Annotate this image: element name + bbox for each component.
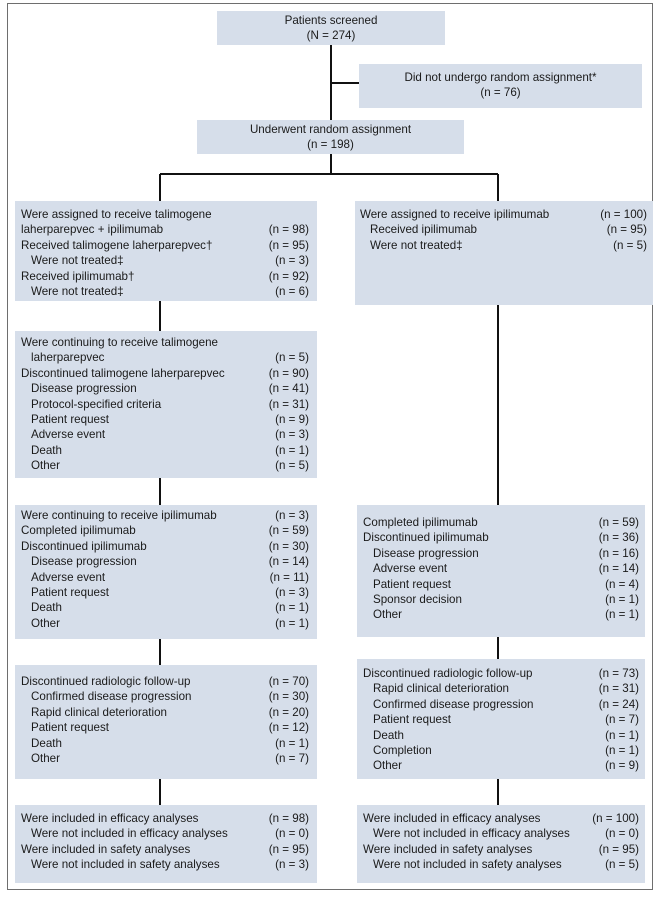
row-count: (n = 92): [268, 269, 309, 283]
flow-row: [21, 811, 309, 826]
left-ipi-status-box: [15, 505, 317, 639]
row-label: Were not included in efficacy analyses: [373, 827, 570, 841]
randomized-box: [197, 120, 464, 154]
row-label: Completed ipilimumab: [21, 524, 136, 538]
row-count: (n = 1): [275, 616, 309, 630]
row-count: (n = 100): [600, 208, 647, 221]
row-label: Received ipilimumab: [370, 223, 477, 237]
row-label: Completion: [373, 743, 432, 757]
screened-label: Patients screened: [284, 14, 378, 27]
row-count: (n = 3): [275, 585, 309, 599]
row-count: (n = 90): [268, 366, 309, 380]
row-count: (n = 5): [275, 459, 309, 473]
row-label: Rapid clinical deterioration: [373, 682, 509, 696]
row-label: Received ipilimumab†: [21, 269, 135, 283]
flow-row: [21, 222, 309, 237]
flow-row: [21, 539, 309, 554]
excluded-box: [359, 64, 642, 108]
row-label: Disease progression: [31, 555, 137, 569]
row-count: (n = 36): [598, 531, 639, 545]
row-count: (n = 1): [275, 601, 309, 615]
row-label: Patient request: [373, 577, 451, 591]
flow-row: [363, 681, 639, 696]
row-label: Were included in safety analyses: [363, 842, 533, 856]
flow-row: [21, 207, 309, 222]
row-label: Were included in efficacy analyses: [21, 812, 199, 825]
flow-row: [21, 443, 309, 458]
left-tvec-status-list: [21, 335, 309, 474]
flow-row: [363, 826, 639, 841]
flow-row: [21, 857, 309, 872]
row-count: (n = 1): [605, 743, 639, 757]
row-label: Death: [373, 728, 404, 742]
row-count: (n = 41): [268, 382, 309, 396]
row-label: Were not included in efficacy analyses: [31, 827, 228, 841]
row-label: laherparepvec + ipilimumab: [21, 223, 164, 237]
flow-row: [363, 857, 639, 872]
flow-row: [21, 508, 309, 523]
right-followup-box: [357, 659, 645, 779]
row-count: (n = 98): [268, 812, 309, 825]
row-count: (n = 70): [268, 675, 309, 688]
row-label: Were included in efficacy analyses: [363, 812, 541, 825]
row-count: (n = 3): [275, 509, 309, 522]
row-label: Disease progression: [31, 382, 137, 396]
row-label: Patient request: [373, 713, 451, 727]
row-label: Were assigned to receive ipilimumab: [360, 208, 550, 221]
row-label: Adverse event: [373, 562, 448, 576]
left-ipi-status-list: [21, 508, 309, 631]
row-label: Received talimogene laherparepvec†: [21, 238, 213, 252]
row-label: Discontinued talimogene laherparepvec: [21, 366, 225, 380]
row-count: (n = 3): [275, 858, 309, 872]
flow-row: [363, 712, 639, 727]
row-label: Confirmed disease progression: [373, 697, 534, 711]
left-assigned-list: [21, 207, 309, 299]
flow-row: [360, 207, 647, 222]
row-count: (n = 7): [275, 751, 309, 765]
flow-row: [21, 269, 309, 284]
flow-row: [21, 253, 309, 268]
row-label: Confirmed disease progression: [31, 690, 192, 704]
flow-row: [363, 607, 639, 622]
row-count: (n = 5): [613, 238, 647, 252]
flow-row: [360, 238, 647, 253]
screened-count: (N = 274): [306, 29, 356, 43]
row-count: (n = 14): [268, 555, 309, 569]
left-analyses-list: [21, 811, 309, 873]
row-count: (n = 12): [268, 721, 309, 735]
row-count: (n = 3): [275, 254, 309, 268]
row-count: (n = 95): [606, 223, 647, 237]
row-label: Death: [31, 443, 62, 457]
flow-row: [363, 530, 639, 545]
row-count: (n = 5): [275, 351, 309, 365]
flow-row: [21, 674, 309, 689]
row-label: Patient request: [31, 412, 109, 426]
row-count: (n = 30): [268, 690, 309, 704]
row-count: (n = 16): [598, 546, 639, 560]
row-label: laherparepvec: [31, 351, 105, 365]
row-label: Completed ipilimumab: [363, 516, 478, 529]
flow-row: [21, 826, 309, 841]
flow-row: [21, 350, 309, 365]
flow-row: [21, 600, 309, 615]
row-label: Were continuing to receive talimogene: [21, 336, 218, 349]
flow-row: [21, 585, 309, 600]
flow-row: [21, 705, 309, 720]
row-count: (n = 100): [592, 812, 639, 825]
flow-row: [363, 515, 639, 530]
row-label: Patient request: [31, 585, 109, 599]
row-count: (n = 98): [268, 223, 309, 237]
right-analyses-list: [363, 811, 639, 873]
excluded-count: (n = 76): [480, 86, 521, 100]
left-tvec-status-box: [15, 331, 317, 478]
flow-row: [363, 842, 639, 857]
row-count: (n = 9): [275, 412, 309, 426]
flow-row: [363, 743, 639, 758]
flow-row: [21, 381, 309, 396]
row-count: (n = 0): [275, 827, 309, 841]
row-count: (n = 9): [605, 759, 639, 773]
row-count: (n = 31): [598, 682, 639, 696]
flow-row: [21, 751, 309, 766]
row-label: Death: [31, 736, 62, 750]
flow-row: [363, 697, 639, 712]
flow-row: [21, 842, 309, 857]
row-label: Disease progression: [373, 546, 479, 560]
row-count: (n = 1): [275, 736, 309, 750]
flow-row: [21, 554, 309, 569]
flow-row: [363, 561, 639, 576]
row-count: (n = 6): [275, 284, 309, 298]
randomized-label: Underwent random assignment: [249, 123, 412, 136]
row-count: (n = 31): [268, 397, 309, 411]
row-count: (n = 95): [268, 842, 309, 856]
row-count: (n = 7): [605, 713, 639, 727]
row-label: Were not included in safety analyses: [31, 858, 220, 872]
flow-row: [363, 811, 639, 826]
row-count: (n = 11): [269, 570, 309, 584]
flow-row: [21, 366, 309, 381]
flow-row: [363, 728, 639, 743]
row-label: Were assigned to receive talimogene: [21, 208, 212, 221]
right-assigned-box: [355, 201, 653, 305]
row-count: (n = 14): [598, 562, 639, 576]
flow-row: [21, 458, 309, 473]
row-count: (n = 59): [598, 516, 639, 529]
row-count: (n = 1): [605, 592, 639, 606]
row-count: (n = 1): [605, 608, 639, 622]
flow-row: [363, 666, 639, 681]
row-label: Sponsor decision: [373, 592, 462, 606]
row-label: Were continuing to receive ipilimumab: [21, 509, 217, 522]
row-label: Discontinued ipilimumab: [21, 539, 147, 553]
flow-row: [21, 570, 309, 585]
row-label: Discontinued radiologic follow-up: [363, 667, 533, 680]
row-count: (n = 95): [268, 238, 309, 252]
row-count: (n = 59): [268, 524, 309, 538]
left-analyses-box: [15, 805, 317, 883]
left-assigned-box: [15, 201, 317, 301]
row-label: Adverse event: [31, 428, 106, 442]
right-analyses-box: [357, 805, 645, 883]
row-count: (n = 0): [605, 827, 639, 841]
left-followup-list: [21, 674, 309, 766]
flow-row: [21, 335, 309, 350]
row-label: Rapid clinical deterioration: [31, 705, 167, 719]
patients-screened-box: [217, 11, 445, 45]
row-label: Were included in safety analyses: [21, 842, 191, 856]
flow-row: [363, 758, 639, 773]
flow-row: [21, 238, 309, 253]
row-label: Death: [31, 601, 62, 615]
right-assigned-list: [360, 207, 647, 253]
flow-row: [21, 720, 309, 735]
row-label: Were not treated‡: [31, 284, 124, 298]
row-count: (n = 3): [275, 428, 309, 442]
row-label: Adverse event: [31, 570, 106, 584]
row-label: Protocol-specified criteria: [31, 397, 162, 411]
row-label: Were not included in safety analyses: [373, 858, 562, 872]
row-label: Other: [31, 459, 60, 473]
row-count: (n = 73): [598, 667, 639, 680]
flow-row: [21, 397, 309, 412]
row-label: Discontinued ipilimumab: [363, 531, 489, 545]
row-count: (n = 5): [605, 858, 639, 872]
flow-row: [363, 577, 639, 592]
row-label: Other: [373, 608, 402, 622]
row-label: Other: [31, 751, 60, 765]
flow-row: [21, 616, 309, 631]
row-count: (n = 1): [605, 728, 639, 742]
flow-row: [21, 427, 309, 442]
flow-row: [21, 736, 309, 751]
row-count: (n = 20): [268, 705, 309, 719]
excluded-label: Did not undergo random assignment*: [404, 71, 597, 84]
right-ipi-status-box: [357, 505, 645, 637]
randomized-count: (n = 198): [307, 138, 354, 152]
right-ipi-status-list: [363, 515, 639, 623]
right-followup-list: [363, 666, 639, 774]
row-label: Other: [373, 759, 402, 773]
row-count: (n = 4): [605, 577, 639, 591]
flow-row: [21, 689, 309, 704]
flow-row: [21, 523, 309, 538]
row-label: Were not treated‡: [31, 254, 124, 268]
flow-row: [21, 284, 309, 299]
row-label: Patient request: [31, 721, 109, 735]
flow-row: [363, 546, 639, 561]
row-count: (n = 1): [275, 443, 309, 457]
flow-row: [360, 222, 647, 237]
row-label: Were not treated‡: [370, 238, 463, 252]
row-count: (n = 30): [268, 539, 309, 553]
row-label: Discontinued radiologic follow-up: [21, 675, 191, 688]
flow-row: [363, 592, 639, 607]
flow-row: [21, 412, 309, 427]
left-followup-box: [15, 665, 317, 779]
row-count: (n = 95): [598, 842, 639, 856]
row-count: (n = 24): [598, 697, 639, 711]
row-label: Other: [31, 616, 60, 630]
